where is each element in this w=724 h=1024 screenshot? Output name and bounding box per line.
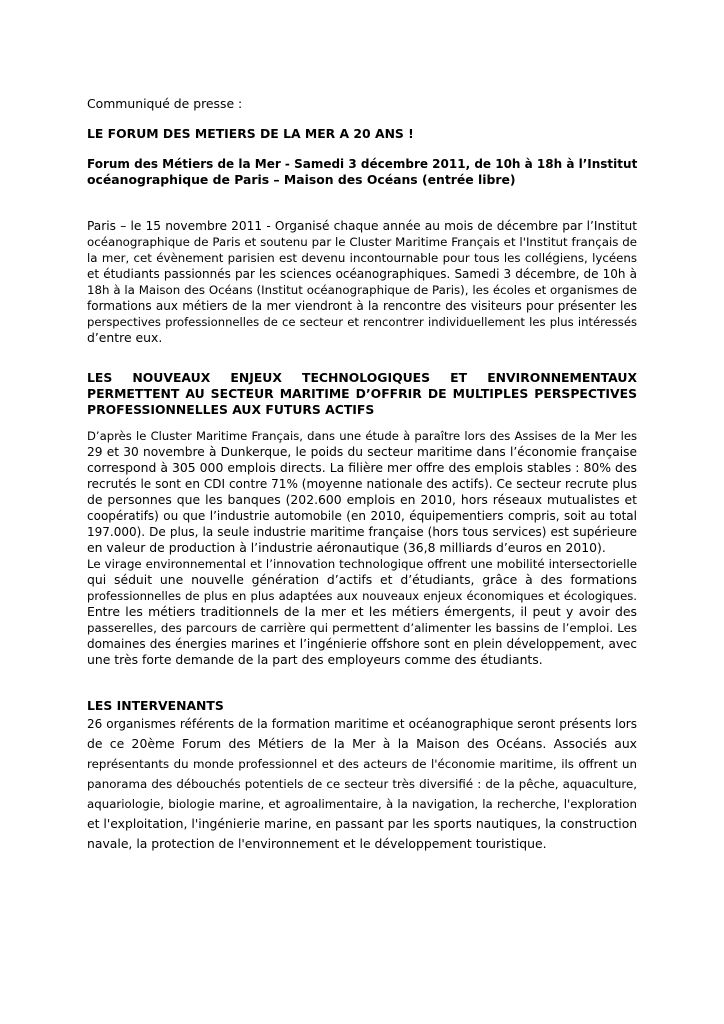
text-line: qui séduit une nouvelle génération d’actifs et d’étudiants, grâce à des formations xyxy=(87,572,637,587)
enjeux-paragraph xyxy=(87,428,637,668)
text-line: Le virage environnemental et l’innovation technologique offrent une mobilité intersectorielle xyxy=(87,557,637,571)
heading-line: PROFESSIONNELLES AUX FUTURS ACTIFS xyxy=(87,402,375,417)
text-line: 197.000). De plus, la seule industrie maritime française (hors tous services) est supérieure xyxy=(87,525,637,539)
section-heading-enjeux xyxy=(87,370,637,418)
text-line: navale, la protection de l'environnement et le développement touristique. xyxy=(87,836,547,851)
text-line: domaines des énergies marines et l’ingénierie offshore sont en plein développement, avec xyxy=(87,637,637,651)
intro-paragraph xyxy=(87,218,637,346)
text-line: de ce 20ème Forum des Métiers de la Mer à la Maison des Océans. Associés aux xyxy=(87,736,637,751)
text-line: panorama des débouchés potentiels de ce secteur très diversifié : de la pêche, aquaculture, xyxy=(87,777,637,791)
press-release-page xyxy=(87,96,637,854)
text-line: D’après le Cluster Maritime Français, dans une étude à paraître lors des Assises de la Mer les xyxy=(87,429,637,443)
text-line: recrutés le sont en CDI contre 71% (moyenne nationale des actifs). Ce secteur recrute plus xyxy=(87,477,637,491)
heading-line: LES NOUVEAUX ENJEUX TECHNOLOGIQUES ET ENVIRONNEMENTAUX xyxy=(87,370,637,385)
headline: LE FORUM DES METIERS DE LA MER A 20 ANS ! xyxy=(87,126,414,141)
heading-line: PERMETTENT AU SECTEUR MARITIME D’OFFRIR DE MULTIPLES PERSPECTIVES xyxy=(87,386,637,401)
text-line: en valeur de production à l’industrie aéronautique (36,8 milliards d’euros en 2010). xyxy=(87,540,606,555)
event-details xyxy=(87,156,637,188)
text-line: formations aux métiers de la mer viendront à la rencontre des visiteurs pour présenter les xyxy=(87,299,637,313)
event-line: Forum des Métiers de la Mer - Samedi 3 décembre 2011, de 10h à 18h à l’Institut xyxy=(87,157,638,171)
section-heading-intervenants: LES INTERVENANTS xyxy=(87,698,224,713)
text-line: coopératifs) ou que l’industrie automobile (en 2010, équipementiers compris, soit au total xyxy=(87,509,637,523)
text-line: professionnelles de plus en plus adaptées aux nouveaux enjeux économiques et écologiques. xyxy=(87,589,637,603)
text-line: correspond à 305 000 emplois directs. La filière mer offre des emplois stables : 80% des xyxy=(87,460,637,475)
text-line: 29 et 30 novembre à Dunkerque, le poids du secteur maritime dans l’économie française xyxy=(87,445,637,459)
text-line: 18h à la Maison des Océans (Institut océanographique de Paris), les écoles et organismes de xyxy=(87,283,637,297)
text-line: représentants du monde professionnel et des acteurs de l'économie maritime, ils offrent un xyxy=(87,757,637,771)
text-line: perspectives professionnelles de ce secteur et rencontrer individuellement les plus intéressés xyxy=(87,315,637,329)
text-line: passerelles, des parcours de carrière qui permettent d’alimenter les bassins de l’emploi. Les xyxy=(87,621,637,635)
press-release-kicker: Communiqué de presse : xyxy=(87,96,243,111)
text-line: aquariologie, biologie marine, et agroalimentaire, à la navigation, la recherche, l'exploration xyxy=(87,797,637,811)
text-line: Entre les métiers traditionnels de la mer et les métiers émergents, il peut y avoir des xyxy=(87,604,637,619)
text-line: d’entre eux. xyxy=(87,330,163,345)
text-line: une très forte demande de la part des employeurs comme des étudiants. xyxy=(87,652,543,667)
text-line: la mer, cet évènement parisien est devenu incontournable pour tous les collégiens, lycéens xyxy=(87,251,637,265)
text-line: et l'exploitation, l'ingénierie marine, en passant par les sports nautiques, la construction xyxy=(87,816,638,831)
event-line: océanographique de Paris – Maison des Océans (entrée libre) xyxy=(87,172,516,187)
intervenants-paragraph xyxy=(87,714,637,854)
text-line: de personnes que les banques (202.600 emplois en 2010, hors réseaux mutualistes et xyxy=(87,492,637,507)
text-line: Paris – le 15 novembre 2011 - Organisé chaque année au mois de décembre par l’Institut xyxy=(87,219,637,233)
text-line: et étudiants passionnés par les sciences océanographiques. Samedi 3 décembre, de 10h à xyxy=(87,267,637,281)
text-line: océanographique de Paris et soutenu par le Cluster Maritime Français et l'Institut français de xyxy=(87,235,637,249)
text-line: 26 organismes référents de la formation maritime et océanographique seront présents lors xyxy=(87,717,637,731)
